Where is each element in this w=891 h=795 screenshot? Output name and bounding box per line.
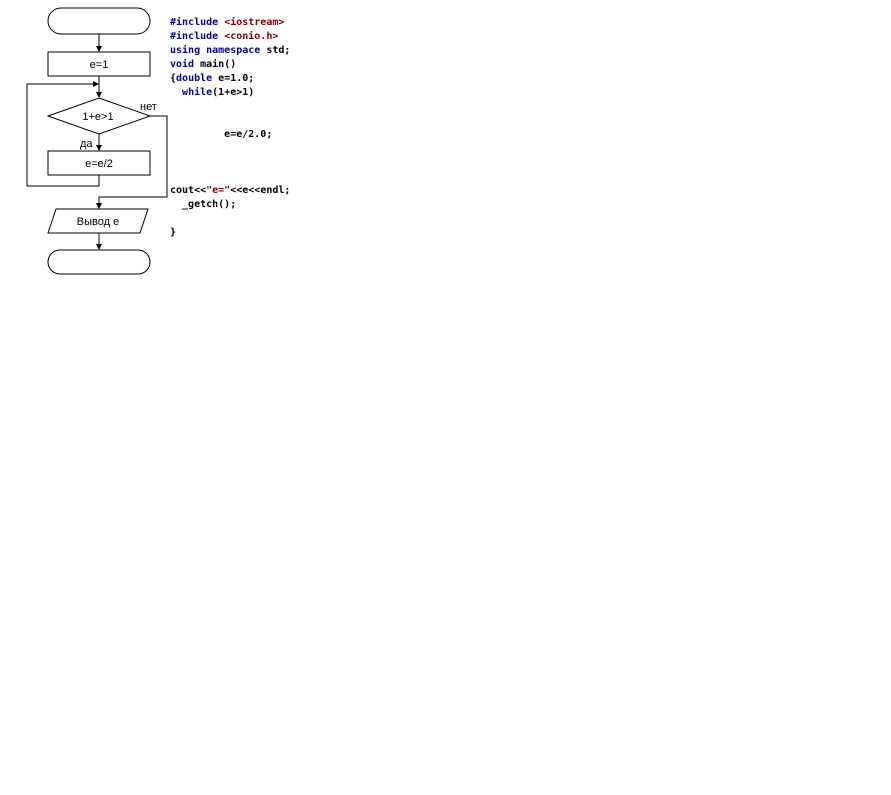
code-text: } <box>170 227 177 238</box>
code-string: <conio.h> <box>224 31 279 42</box>
arrowhead-decision <box>96 92 102 98</box>
code-listing <box>170 16 290 240</box>
code-line <box>170 72 290 86</box>
code-line <box>170 58 290 72</box>
flowchart <box>0 0 170 290</box>
code-text: { <box>170 73 177 84</box>
code-string: <iostream> <box>224 17 285 28</box>
code-line <box>170 198 290 212</box>
code-line <box>170 100 290 114</box>
code-text: _getch(); <box>170 199 237 210</box>
code-line <box>170 44 290 58</box>
code-text: e=1.0; <box>212 73 255 84</box>
code-text: e=e/2.0; <box>170 129 273 140</box>
output-label: Вывод e <box>76 216 120 228</box>
arrowhead-loop-back <box>93 81 99 87</box>
code-line <box>170 114 290 128</box>
code-line <box>170 226 290 240</box>
code-line <box>170 86 290 100</box>
condition-label: 1+e>1 <box>82 111 114 123</box>
code-text: std; <box>260 45 291 56</box>
code-string: "e=" <box>206 185 231 196</box>
arrowhead-init <box>96 46 102 52</box>
code-keyword: void <box>170 59 195 70</box>
code-keyword: #include <box>170 31 225 42</box>
code-keyword: double <box>176 73 213 84</box>
code-text: main() <box>194 59 237 70</box>
code-line <box>170 156 290 170</box>
end-terminator <box>48 250 150 274</box>
yes-label: да <box>80 138 93 150</box>
code-line <box>170 16 290 30</box>
code-line <box>170 170 290 184</box>
code-keyword: while <box>182 87 213 98</box>
code-line <box>170 128 290 142</box>
arrowhead-body <box>96 145 102 151</box>
no-label: нет <box>140 101 157 113</box>
start-terminator <box>48 8 150 34</box>
code-line <box>170 212 290 226</box>
code-text: (1+e>1) <box>212 87 255 98</box>
code-text: cout<< <box>170 185 207 196</box>
code-line <box>170 142 290 156</box>
code-keyword: #include <box>170 17 225 28</box>
code-line <box>170 184 290 198</box>
arrowhead-end <box>96 244 102 250</box>
arrowhead-output <box>96 203 102 209</box>
code-text <box>170 87 182 98</box>
body-label: e=e/2 <box>85 158 113 170</box>
code-line <box>170 30 290 44</box>
code-keyword: using namespace <box>170 45 261 56</box>
init-label: e=1 <box>89 59 109 71</box>
code-text: <<e<<endl; <box>230 185 291 196</box>
